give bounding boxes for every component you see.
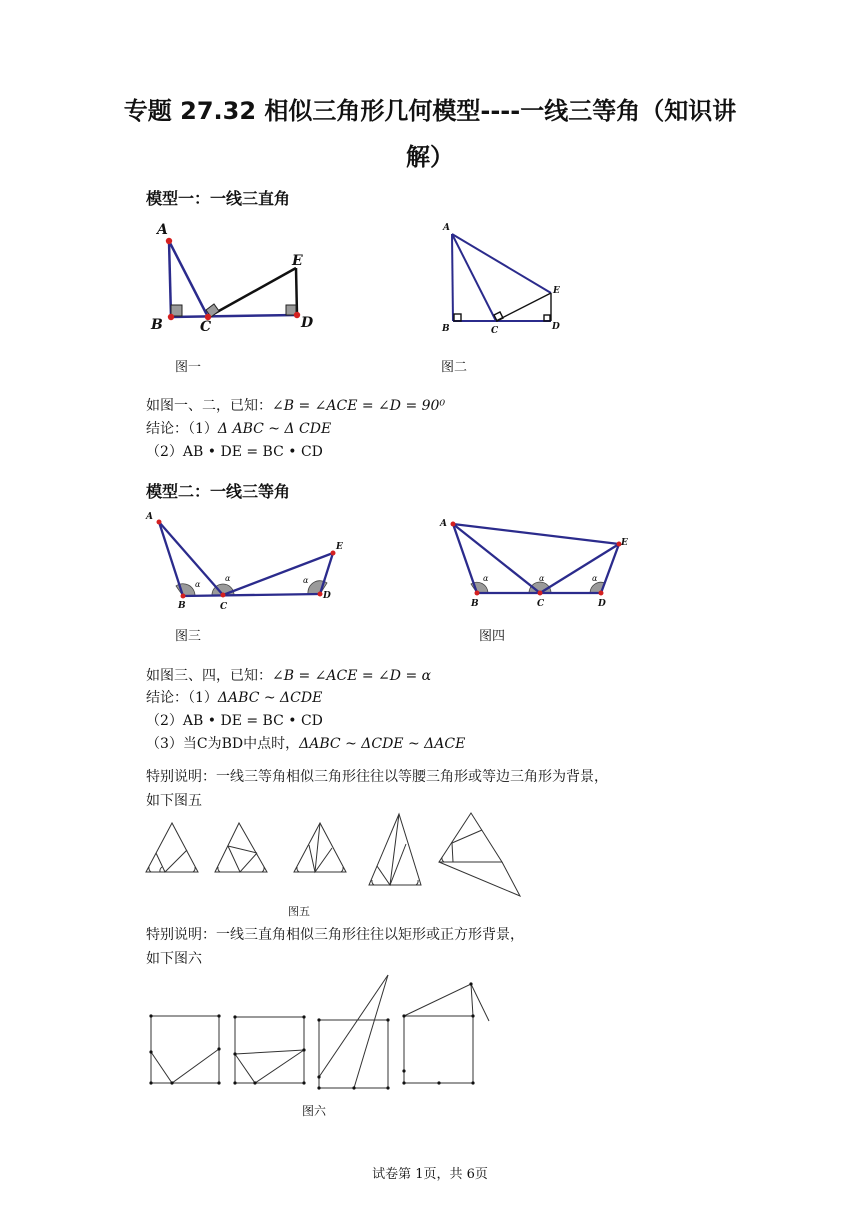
note1-line2: 如下图五 [146, 793, 202, 809]
model1-conclusion-2: （2）AB • DE = BC • CD [146, 444, 323, 460]
label-E: E [553, 286, 560, 296]
model2-heading: 模型二：一线三等角 [146, 482, 291, 501]
label-B: B [178, 601, 186, 611]
model1-conclusion-1: 结论：（1）Δ ABC ~ Δ CDE [146, 421, 332, 437]
label-A: A [146, 512, 153, 522]
figure-5-caption: 图五 [288, 905, 310, 918]
figure-3-diagram [143, 508, 353, 618]
figure-2-caption: 图二 [441, 360, 468, 375]
figure-5-diagram [142, 810, 527, 900]
model1-heading: 模型一：一线三直角 [146, 189, 291, 208]
note2-line1: 特别说明：一线三直角相似三角形往往以矩形或正方形背景， [146, 927, 524, 943]
model2-conclusion-3: （3）当C为BD中点时，ΔABC ~ ΔCDE ~ ΔACE [146, 736, 466, 752]
label-C: C [200, 319, 212, 335]
figure-6-caption: 图六 [302, 1104, 327, 1118]
label-B: B [471, 599, 479, 609]
alpha-label: α [539, 574, 545, 583]
label-D: D [301, 315, 314, 331]
label-C: C [537, 599, 545, 609]
label-D: D [598, 599, 606, 609]
label-B: B [151, 317, 163, 333]
figure-1-diagram [145, 218, 325, 338]
label-B: B [442, 324, 450, 334]
page-title-line1: 专题 27.32 相似三角形几何模型----一线三等角（知识讲 [123, 97, 737, 125]
label-A: A [157, 222, 168, 238]
alpha-label: α [483, 574, 489, 583]
label-C: C [220, 602, 228, 612]
note2-line2: 如下图六 [146, 951, 202, 967]
figure-6-diagram [142, 970, 497, 1095]
label-E: E [292, 253, 303, 269]
label-E: E [621, 538, 628, 548]
page-footer: 试卷第 1页，共 6页 [372, 1167, 488, 1182]
label-C: C [491, 326, 499, 336]
alpha-label: α [592, 574, 598, 583]
alpha-label: α [225, 574, 231, 583]
label-A: A [443, 223, 450, 233]
label-D: D [323, 591, 331, 601]
figure-1-caption: 图一 [175, 360, 202, 375]
page-title-line2: 解） [406, 143, 454, 171]
figure-3-caption: 图三 [175, 629, 202, 644]
label-E: E [336, 542, 343, 552]
model2-known: 如图三、四，已知：∠B = ∠ACE = ∠D = α [146, 668, 432, 684]
figure-2-diagram [440, 222, 570, 337]
alpha-label: α [195, 580, 201, 589]
model1-known: 如图一、二，已知：∠B = ∠ACE = ∠D = 90⁰ [146, 398, 446, 414]
note1-line1: 特别说明：一线三等角相似三角形往往以等腰三角形或等边三角形为背景， [146, 769, 608, 785]
label-A: A [440, 519, 447, 529]
model2-conclusion-1: 结论：（1）ΔABC ~ ΔCDE [146, 690, 323, 706]
figure-4-diagram [437, 511, 637, 616]
label-D: D [552, 322, 560, 332]
figure-4-caption: 图四 [479, 629, 506, 644]
alpha-label: α [303, 576, 309, 585]
model2-conclusion-2: （2）AB • DE = BC • CD [146, 713, 323, 729]
